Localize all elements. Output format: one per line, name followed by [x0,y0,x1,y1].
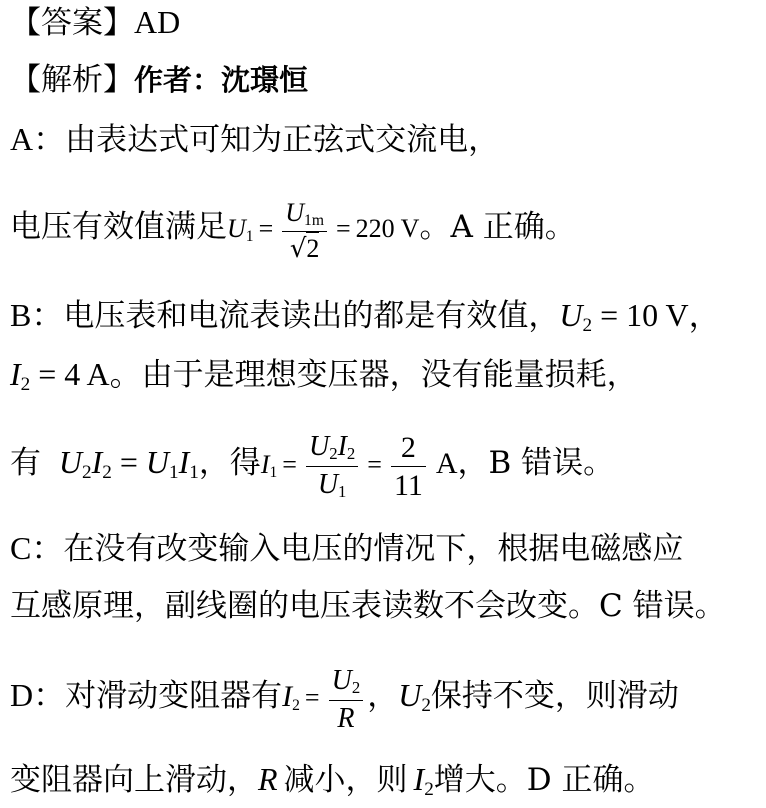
d-den-r-var: R [337,703,355,735]
d-formula [282,665,367,735]
fraction-2-numerator: 2 [391,433,426,467]
part-d-text2-mid: 减小，则 [283,762,408,798]
part-b-line2 [10,356,638,403]
part-c-prefix: C： [10,530,64,566]
d-comma: ， [367,678,399,714]
sqrt-icon: √ [289,234,307,265]
eq-sign-2: = [335,214,351,243]
part-b-prefix: B： [10,297,64,333]
analysis-line [10,62,308,98]
part-a-text2: 电压有效值满足 [10,209,227,245]
part-c-line1 [10,530,683,567]
eq-sign: = [258,214,274,243]
fraction-numerator [329,667,364,701]
num-u-var: U [308,431,330,463]
i1-var: I [260,450,270,479]
part-b-conclusion: ，B 错误。 [457,445,615,481]
i2-value: = 4 A。 [30,356,142,392]
part-d-text2-start: 变阻器向上滑动， [10,762,258,798]
part-b-get: ，得 [198,445,261,481]
fraction-u1m-sqrt2 [282,197,327,265]
fraction-numerator [306,433,358,467]
part-b-text1: 电压表和电流表读出的都是有效值， [63,298,560,334]
d-num-u-sub: 2 [351,678,361,698]
u2-sub: 2 [582,314,593,336]
part-b-text2: 由于是理想变压器，没有能量损耗， [141,357,638,393]
part-a-prefix: A： [10,121,66,157]
part-a-conclusion: 。A 正确。 [419,209,576,245]
d-u2 [398,677,431,716]
part-c-text1: 在没有改变输入电压的情况下，根据电磁感应 [63,531,684,567]
voltage-value: 220 V [355,214,420,243]
d-i2b [413,761,434,800]
u1m-var: U [285,197,305,227]
power-i1-var: I [178,444,190,480]
part-d-text1: 对滑动变阻器有 [65,678,283,714]
part-d-line1 [10,659,679,742]
answer-value: AD [134,4,181,40]
i1-eq-2: = [367,450,382,479]
u1m-sub: 1m [304,211,324,229]
part-d-text2-end: 增大。D 正确。 [433,762,655,798]
part-c-text2: 互感原理，副线圈的电压表读数不会改变。C 错误。 [10,588,726,624]
d-i2-sub: 2 [292,696,300,714]
power-equation [58,444,199,483]
u1-var: U [227,214,246,243]
i1-formula [260,431,458,503]
fraction-denominator [282,232,327,265]
u2-expression [559,297,721,336]
sqrt-radicand: 2 [306,234,320,264]
answer-line [10,4,180,41]
i2-expression [10,356,142,395]
d-num-u-var: U [331,665,352,697]
part-b-line1 [10,297,721,344]
part-b-you: 有 [10,445,41,481]
d-eq: = [304,683,320,712]
part-a-line2 [10,192,576,272]
author-label: 作者： [134,63,222,97]
part-d-prefix: D： [10,677,66,713]
d-u2-var: U [398,677,422,713]
part-a-formula [227,197,420,265]
d-r-var: R [258,761,278,797]
num-i-sub: 2 [346,444,356,464]
power-i2-var: I [91,444,103,480]
d-u2-sub: 2 [421,694,431,716]
d-i2-var: I [282,680,293,713]
power-i1-sub: 1 [189,461,199,483]
power-u2-sub: 2 [81,461,92,483]
u1-sub: 1 [245,227,254,245]
i2-var: I [10,356,21,392]
power-u2-var: U [58,444,82,480]
i1-eq: = [282,450,297,479]
fraction-numerator [282,197,327,232]
power-i2-sub: 2 [102,461,112,483]
i1-sub: 1 [269,463,278,481]
num-u-sub: 2 [329,444,338,464]
fraction-2-11 [391,433,426,501]
part-d-tail: 保持不变，则滑动 [430,678,679,714]
d-i2b-sub: 2 [424,778,434,800]
answer-label: 【答案】 [10,5,134,41]
fraction-11-denominator: 11 [393,469,423,503]
den-u-var: U [317,469,339,501]
power-eq: = [111,444,146,480]
fraction-u2-r [329,667,364,733]
part-b-line3 [10,426,614,509]
d-i2b-var: I [413,761,425,797]
part-d-line2 [10,761,655,808]
den-u-sub: 1 [338,482,347,502]
num-i-var: I [337,431,347,463]
analysis-label: 【解析】 [10,62,134,98]
u2-var: U [559,297,583,333]
fraction-denominator [306,467,358,501]
part-a-text1: 由表达式可知为正弦式交流电， [65,122,500,158]
u2-value: = 10 V， [592,297,721,333]
power-u1-var: U [145,444,169,480]
part-a-line1 [10,121,499,158]
part-c-line2 [10,588,726,624]
current-unit: A [435,447,458,480]
fraction-u2i2-u1 [306,433,358,501]
author-name: 沈璟恒 [221,63,309,97]
power-u1-sub: 1 [168,461,179,483]
i2-sub: 2 [20,373,31,395]
